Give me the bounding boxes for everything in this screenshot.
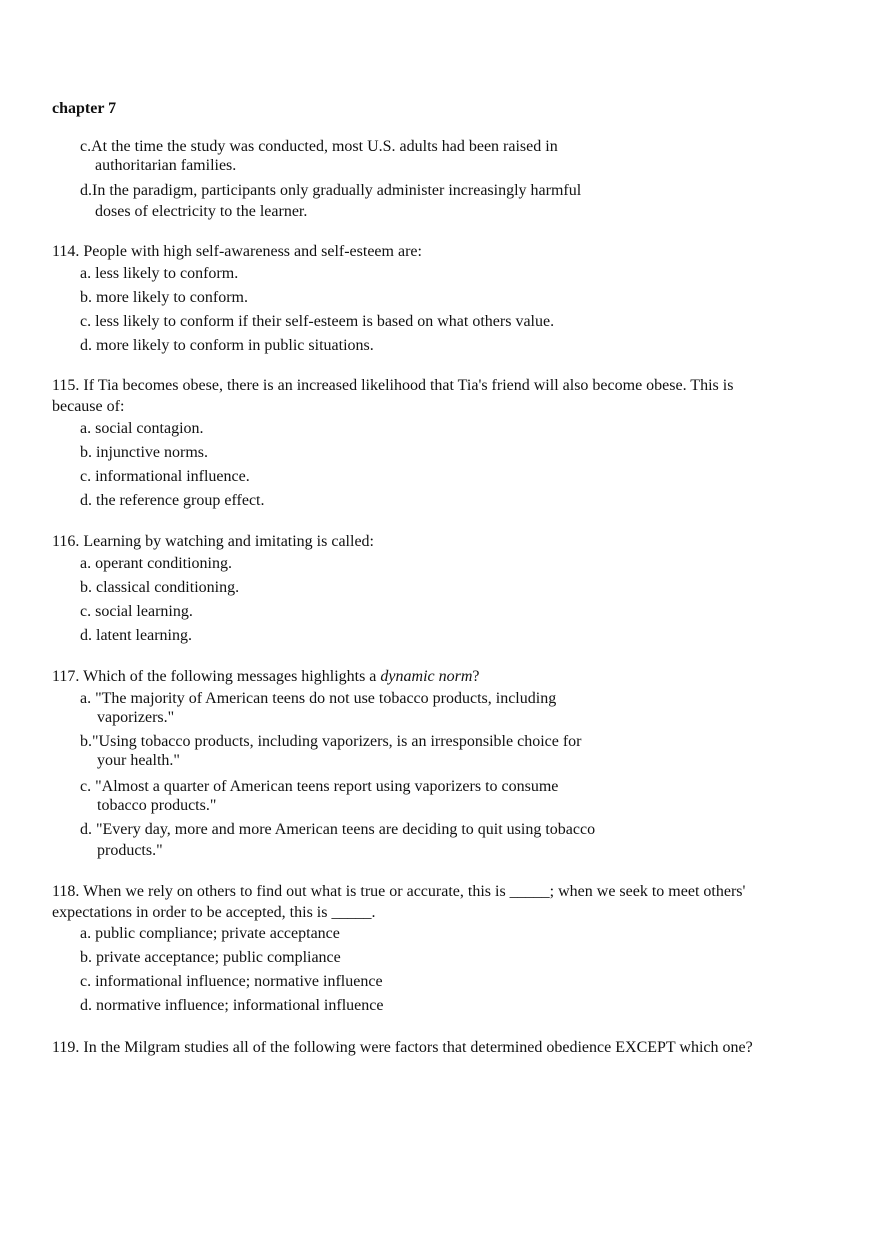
option-b-continued: your health." (97, 752, 180, 769)
option-c (80, 602, 193, 621)
option-letter: d. (80, 997, 92, 1014)
option-text: classical conditioning. (96, 579, 240, 596)
option-letter: a. (80, 265, 92, 282)
option-text: the reference group effect. (96, 492, 265, 509)
question-number: 117. (52, 668, 80, 685)
option-text: informational influence. (95, 468, 250, 485)
option-c (80, 972, 383, 991)
option-letter: b. (80, 289, 92, 306)
option-text: "Using tobacco products, including vaporizers, is an irresponsible choice for (92, 733, 582, 750)
question-text-line1: If Tia becomes obese, there is an increased likelihood that Tia's friend will also become obese. This is (83, 377, 734, 394)
option-text: more likely to conform in public situations. (96, 337, 374, 354)
option-a (80, 554, 232, 573)
option-letter: b. (80, 733, 92, 750)
question-text-line1: When we rely on others to find out what is true or accurate, this is _____; when we seek to meet others' (83, 883, 746, 900)
option-letter: c. (80, 603, 92, 620)
option-letter: b. (80, 444, 92, 461)
question-stem (52, 531, 822, 552)
option-a-continued: vaporizers." (97, 709, 175, 726)
question-text: In the Milgram studies all of the following were factors that determined obedience EXCEPT which one? (83, 1039, 753, 1056)
option-text: more likely to conform. (96, 289, 248, 306)
option-letter: d. (80, 627, 92, 644)
option-b (80, 578, 239, 597)
question-text-line2: expectations in order to be accepted, this is _____. (52, 904, 376, 921)
option-letter: c. (80, 778, 92, 795)
option-letter: a. (80, 420, 92, 437)
option-b (80, 732, 582, 751)
option-c-continued: authoritarian families. (95, 157, 237, 174)
question-stem (52, 881, 822, 902)
option-letter: a. (80, 690, 92, 707)
option-letter: b. (80, 579, 92, 596)
option-letter: b. (80, 949, 92, 966)
option-c (80, 777, 558, 796)
option-d (80, 491, 264, 510)
option-letter: a. (80, 555, 92, 572)
option-letter: d. (80, 182, 92, 199)
option-c (80, 137, 558, 156)
option-d (80, 181, 581, 200)
option-text: less likely to conform if their self-esteem is based on what others value. (95, 313, 555, 330)
question-number: 114. (52, 243, 80, 260)
question-stem (52, 666, 822, 687)
option-text: "Almost a quarter of American teens report using vaporizers to consume (95, 778, 559, 795)
option-text: In the paradigm, participants only gradually administer increasingly harmful (92, 182, 582, 199)
option-letter: c. (80, 138, 92, 155)
option-d-continued: doses of electricity to the learner. (95, 203, 308, 220)
option-d (80, 820, 595, 839)
question-number: 119. (52, 1039, 80, 1056)
option-c (80, 312, 554, 331)
option-text: injunctive norms. (96, 444, 208, 461)
option-b (80, 288, 248, 307)
option-d (80, 336, 374, 355)
option-text: normative influence; informational influence (96, 997, 384, 1014)
option-letter: d. (80, 492, 92, 509)
question-text: Which of the following messages highlights a (83, 668, 377, 685)
option-letter: c. (80, 468, 92, 485)
question-stem (52, 1037, 852, 1058)
option-letter: a. (80, 925, 92, 942)
option-d (80, 626, 192, 645)
option-letter: d. (80, 337, 92, 354)
option-d (80, 996, 383, 1015)
option-text: At the time the study was conducted, most U.S. adults had been raised in (91, 138, 558, 155)
question-text-end: ? (472, 668, 480, 685)
option-text: informational influence; normative influence (95, 973, 383, 990)
question-number: 118. (52, 883, 80, 900)
option-text: private acceptance; public compliance (96, 949, 341, 966)
option-text: public compliance; private acceptance (95, 925, 340, 942)
question-number: 115. (52, 377, 80, 394)
question-stem (52, 241, 822, 262)
option-d-continued: products." (97, 842, 163, 859)
option-b (80, 443, 208, 462)
option-b (80, 948, 341, 967)
option-a (80, 264, 238, 283)
option-a (80, 689, 556, 708)
option-a (80, 924, 340, 943)
option-letter: d. (80, 821, 92, 838)
page-header: chapter 7 (52, 100, 117, 117)
option-a (80, 419, 204, 438)
option-text: "Every day, more and more American teens are deciding to quit using tobacco (96, 821, 596, 838)
question-stem (52, 375, 822, 396)
option-text: "The majority of American teens do not use tobacco products, including (95, 690, 557, 707)
question-text: People with high self-awareness and self-esteem are: (83, 243, 422, 260)
option-text: social contagion. (95, 420, 204, 437)
question-text: Learning by watching and imitating is called: (83, 533, 374, 550)
option-c (80, 467, 250, 486)
option-text: less likely to conform. (95, 265, 239, 282)
question-text-line2: because of: (52, 398, 125, 415)
question-text-emphasis: dynamic norm (380, 668, 473, 685)
option-text: social learning. (95, 603, 193, 620)
option-text: operant conditioning. (95, 555, 232, 572)
option-letter: c. (80, 313, 92, 330)
option-letter: c. (80, 973, 92, 990)
option-c-continued: tobacco products." (97, 797, 217, 814)
question-number: 116. (52, 533, 80, 550)
option-text: latent learning. (96, 627, 192, 644)
